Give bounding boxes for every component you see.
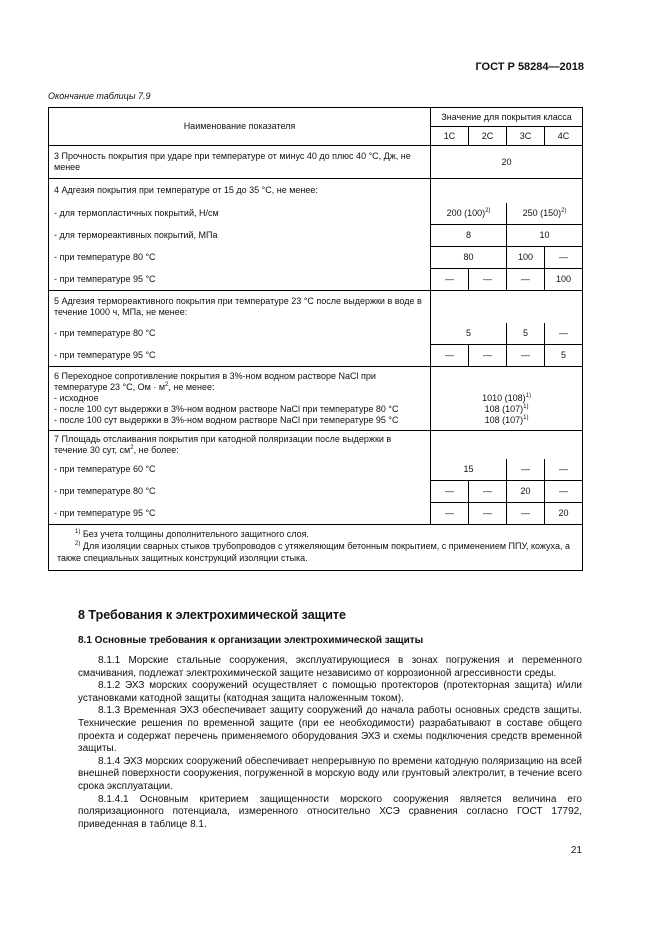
- row-label: - при температуре 80 °С: [49, 323, 431, 345]
- column-header-group: Значение для покрытия класса: [431, 108, 583, 127]
- cell-value: 20: [545, 503, 583, 525]
- subsection-title: 8.1 Основные требования к организации электрохимической защиты: [78, 635, 424, 646]
- row-label: - для термопластичных покрытий, Н/см: [49, 203, 431, 225]
- class-header: 3С: [507, 127, 545, 146]
- cell-value: —: [507, 269, 545, 291]
- page-number: 21: [570, 845, 582, 856]
- cell-value: 20: [431, 146, 583, 179]
- paragraph: 8.1.4 ЭХЗ морских сооружений обеспечивает непрерывную по времени катодную поляризацию на всей внешней поверхности сооружения, погруженной в морскую воду или грунтовый электролит, в течение всего срока эксплуатации.: [78, 755, 582, 792]
- cell-value: —: [469, 503, 507, 525]
- section-body: [78, 655, 582, 831]
- row-label: - при температуре 80 °С: [49, 247, 431, 269]
- row-label: 5 Адгезия термореактивного покрытия при температуре 23 °С после выдержки в воде в течение 1000 ч, МПа, не менее:: [49, 291, 431, 323]
- cell-value: 1010 $(108)^{1)}$ 108 $(107)^{1)}$ 108 $(107)^{1)}$: [431, 367, 583, 431]
- row-label: 6 Переходное сопротивление покрытия в 3%-ном водном растворе NaCl при температуре 23 °С, Ом · $м^2$, не менее: - исходное - после 100 сут выдержки в 3%-ном водном растворе NaCl при температуре 80 °С - после 100 сут выдержки в 3%-ном водном растворе NaCl при температуре 95 °С: [49, 367, 431, 431]
- cell-value: —: [545, 481, 583, 503]
- row-label: - при температуре 95 °С: [49, 503, 431, 525]
- table-caption: Окончание таблицы 7.9: [48, 91, 151, 101]
- paragraph: 8.1.1 Морские стальные сооружения, эксплуатирующиеся в зонах погружения и переменного смачивания, подлежат электрохимической защите независимо от коррозионной агрессивности среды.: [78, 655, 582, 679]
- cell-value: 20: [507, 481, 545, 503]
- row-label: 4 Адгезия покрытия при температуре от 15 до 35 °С, не менее:: [49, 179, 431, 203]
- class-header: 4С: [545, 127, 583, 146]
- cell-value: 200 $(100)^{2)}$: [431, 203, 507, 225]
- cell-value: 100: [545, 269, 583, 291]
- cell-value: —: [469, 481, 507, 503]
- cell-value: 5: [431, 323, 507, 345]
- cell-value: —: [431, 345, 469, 367]
- cell-value: 250 $(150)^{2)}$: [507, 203, 583, 225]
- document-code: ГОСТ Р 58284—2018: [475, 61, 584, 73]
- cell-value: —: [507, 503, 545, 525]
- cell-value: 5: [545, 345, 583, 367]
- cell-value: —: [431, 481, 469, 503]
- class-header: 2С: [469, 127, 507, 146]
- class-header: 1С: [431, 127, 469, 146]
- cell-value: —: [469, 345, 507, 367]
- row-label: - при температуре 95 °С: [49, 269, 431, 291]
- row-label: - при температуре 60 °С: [49, 459, 431, 481]
- footnote-2: $^{2)}$ Для изоляции сварных стыков трубопроводов с утяжеляющим бетонным покрытием, с применением ППУ, кожуха, а также специальных защитных конструкций изоляции стыка.: [57, 541, 570, 563]
- cell-value: —: [545, 247, 583, 269]
- cell-value: —: [469, 269, 507, 291]
- cell-value: 8: [431, 225, 507, 247]
- cell-value: —: [431, 269, 469, 291]
- cell-value: 5: [507, 323, 545, 345]
- row-label: - при температуре 80 °С: [49, 481, 431, 503]
- paragraph: 8.1.3 Временная ЭХЗ обеспечивает защиту сооружений до начала работы основных средств защиты. Технические решения по временной защите (при ее необходимости) разрабатывают в составе общего проекта и содержат перечень применяемого оборудования ЭХЗ и схемы подключения средств временной защиты.: [78, 705, 582, 755]
- footnote-1: $^{1)}$ Без учета толщины дополнительного защитного слоя.: [75, 529, 309, 539]
- table-footnotes: [49, 525, 583, 571]
- section-title: 8 Требования к электрохимической защите: [78, 608, 346, 622]
- cell-value: 15: [431, 459, 507, 481]
- row-label: 3 Прочность покрытия при ударе при температуре от минус 40 до плюс 40 °С, Дж, не менее: [49, 146, 431, 179]
- properties-table: [48, 107, 583, 571]
- paragraph: 8.1.4.1 Основным критерием защищенности морского сооружения является величина его поляризационного потенциала, измеренного относительно ХСЭ сравнения согласно ГОСТ 17792, приведенная в таблице 8.1.: [78, 793, 582, 830]
- paragraph: 8.1.2 ЭХЗ морских сооружений осуществляет с помощью протекторов (протекторная защита) и/или установками катодной защиты (катодная защита наложенным током).: [78, 680, 582, 704]
- cell-value: 10: [507, 225, 583, 247]
- column-header-name: Наименование показателя: [49, 108, 431, 146]
- cell-value: 80: [431, 247, 507, 269]
- row-label: - для термореактивных покрытий, МПа: [49, 225, 431, 247]
- row-label: 7 Площадь отслаивания покрытия при катодной поляризации после выдержки в течение 30 сут, $см^2$, не более:: [49, 431, 431, 459]
- cell-value: —: [507, 345, 545, 367]
- cell-value: 100: [507, 247, 545, 269]
- cell-value: —: [507, 459, 545, 481]
- cell-value: —: [545, 459, 583, 481]
- row-label: - при температуре 95 °С: [49, 345, 431, 367]
- cell-value: —: [431, 503, 469, 525]
- cell-value: —: [545, 323, 583, 345]
